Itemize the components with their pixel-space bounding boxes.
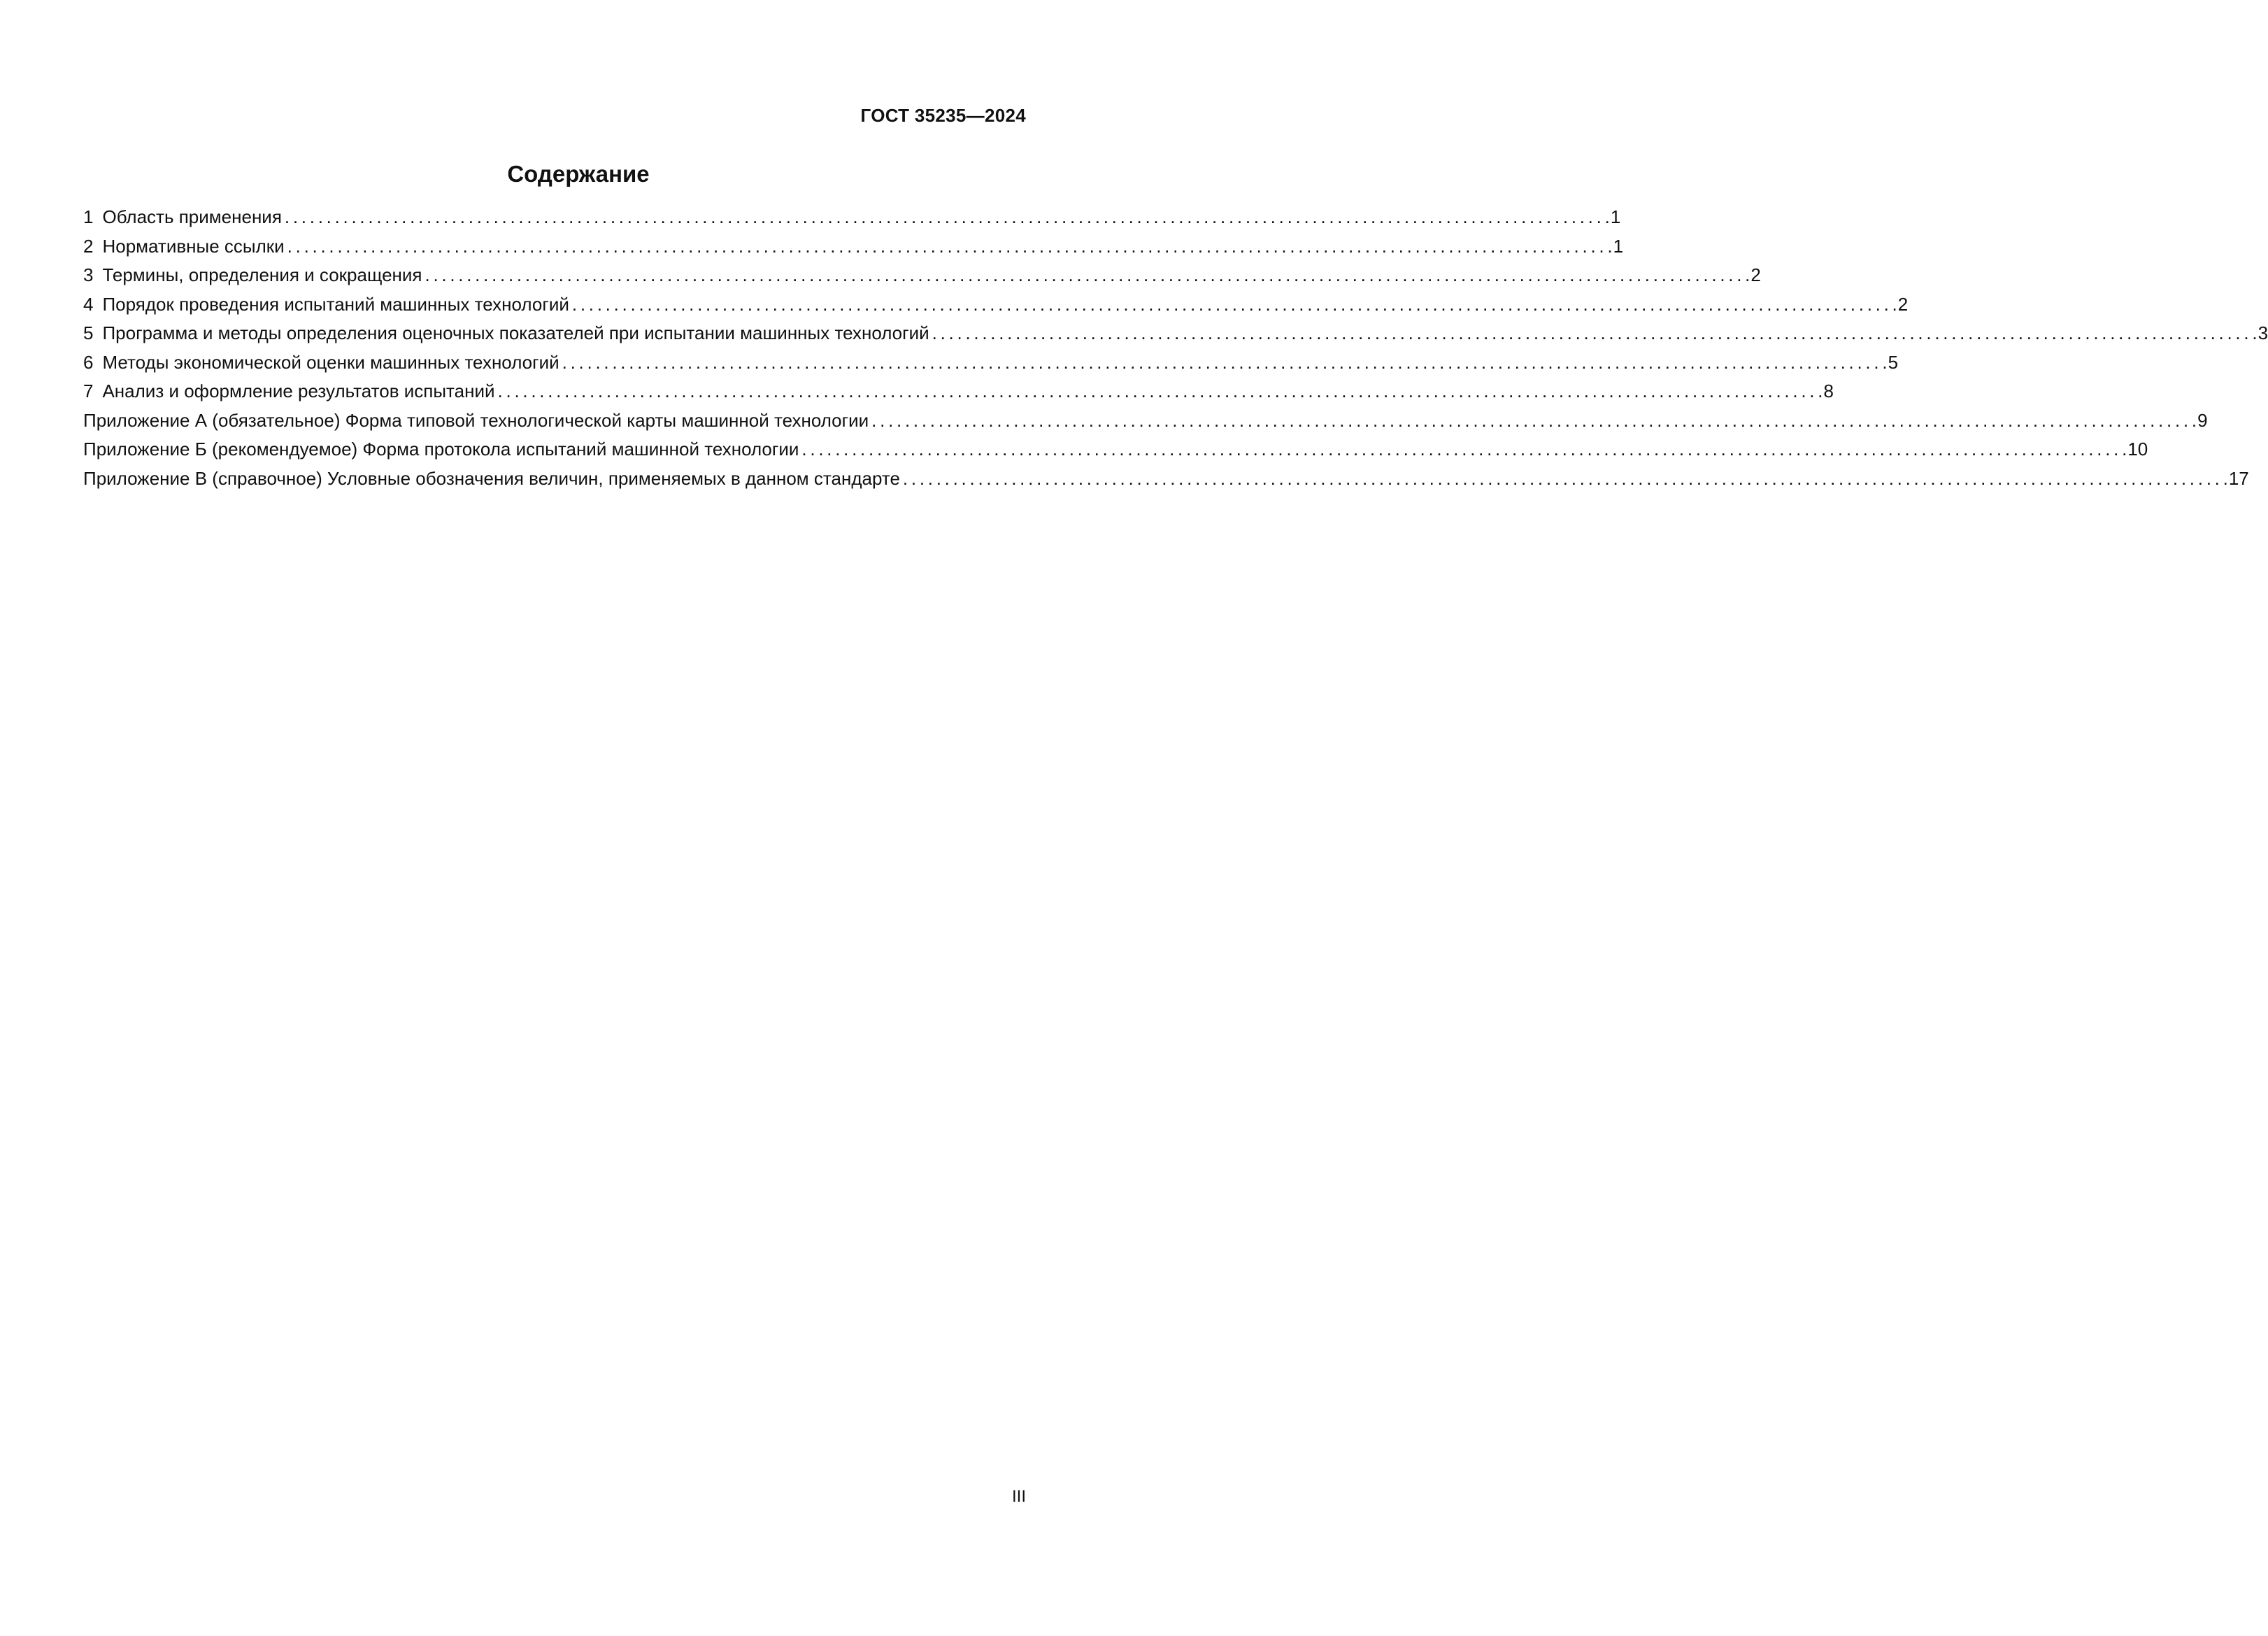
toc-entry-page: 2 bbox=[1750, 264, 1761, 285]
toc-appendix-entry[interactable] bbox=[83, 406, 2208, 436]
toc-appendix-entry[interactable] bbox=[83, 464, 2249, 494]
toc-dot-leader bbox=[287, 232, 1612, 262]
toc-entry-page: 9 bbox=[2197, 409, 2208, 431]
table-of-contents bbox=[83, 203, 2268, 493]
toc-entry-page: 3 bbox=[2258, 322, 2268, 343]
toc-entry-number: 7 bbox=[83, 380, 94, 401]
toc-dot-leader bbox=[903, 464, 2227, 494]
toc-entry-page: 10 bbox=[2127, 439, 2148, 460]
toc-entry-number: 3 bbox=[83, 264, 94, 285]
toc-dot-leader bbox=[425, 261, 1750, 290]
toc-entry-number: 1 bbox=[83, 206, 94, 227]
toc-entry-label: Нормативные ссылки bbox=[102, 235, 285, 257]
toc-dot-leader bbox=[572, 290, 1897, 320]
toc-dot-leader bbox=[801, 435, 2126, 464]
toc-entry-label: Методы экономической оценки машинных технологий bbox=[102, 351, 559, 373]
toc-entry[interactable] bbox=[83, 203, 1621, 232]
toc-entry-label: Область применения bbox=[102, 206, 282, 227]
page-number: III bbox=[1011, 1487, 1026, 1506]
toc-entry-page: 1 bbox=[1610, 206, 1621, 227]
toc-entry-label: Термины, определения и сокращения bbox=[102, 264, 422, 285]
toc-dot-leader bbox=[498, 377, 1823, 406]
toc-dot-leader bbox=[932, 319, 2257, 348]
toc-entry[interactable] bbox=[83, 261, 1761, 290]
document-code: ГОСТ 35235—2024 bbox=[860, 105, 1026, 126]
toc-entry-label: Анализ и оформление результатов испытаний bbox=[102, 380, 495, 401]
toc-entry[interactable] bbox=[83, 377, 1834, 406]
toc-entry[interactable] bbox=[83, 348, 1899, 378]
toc-entry-label: Приложение Б (рекомендуемое) Форма протокола испытаний машинной технологии bbox=[83, 439, 799, 460]
toc-entry[interactable] bbox=[83, 319, 2268, 348]
toc-dot-leader bbox=[562, 348, 1887, 378]
toc-entry-number: 5 bbox=[83, 322, 94, 343]
toc-dot-leader bbox=[871, 406, 2196, 436]
toc-dot-leader bbox=[285, 203, 1609, 232]
toc-entry-page: 2 bbox=[1897, 293, 1909, 315]
toc-entry[interactable] bbox=[83, 290, 1909, 320]
toc-title: Содержание bbox=[507, 161, 650, 187]
toc-entry-label: Порядок проведения испытаний машинных технологий bbox=[102, 293, 569, 315]
toc-entry-label: Приложение А (обязательное) Форма типовой технологической карты машинной технологии bbox=[83, 409, 869, 431]
toc-entry-label: Приложение В (справочное) Условные обозначения величин, применяемых в данном стандарте bbox=[83, 467, 900, 489]
toc-entry-number: 4 bbox=[83, 293, 94, 315]
toc-entry-number: 2 bbox=[83, 235, 94, 257]
toc-entry-page: 17 bbox=[2228, 467, 2249, 489]
toc-entry[interactable] bbox=[83, 232, 1624, 262]
toc-entry-page: 1 bbox=[1613, 235, 1624, 257]
toc-entry-number: 6 bbox=[83, 351, 94, 373]
toc-entry-page: 5 bbox=[1888, 351, 1899, 373]
toc-entry-page: 8 bbox=[1823, 380, 1834, 401]
toc-entry-label: Программа и методы определения оценочных показателей при испытании машинных технологий bbox=[102, 322, 929, 343]
toc-appendix-entry[interactable] bbox=[83, 435, 2148, 464]
